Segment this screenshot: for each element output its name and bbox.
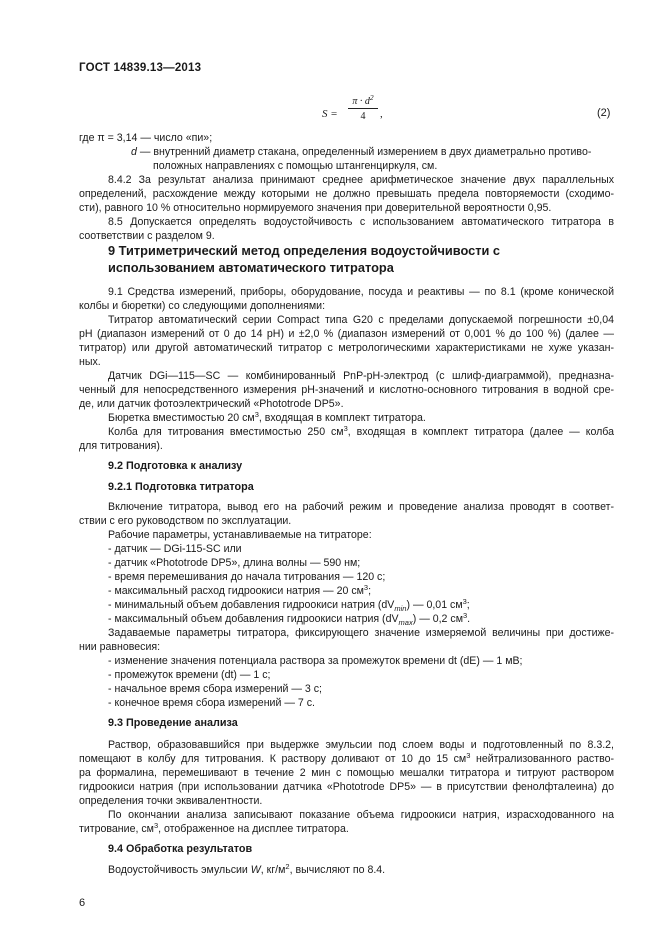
p842-line-1: 8.4.2 За результат анализа принимают среднее арифметическое значение двух параллельных xyxy=(108,174,614,186)
p93-line-3: ра формалина, перемешивают в течение 2 мин с помощью мешалки титратора и титруют раствором xyxy=(79,767,614,779)
where-line-1: где π = 3,14 — число «пи»; xyxy=(79,132,213,144)
p921-line-2: ствии с его руководством по эксплуатации. xyxy=(79,515,292,527)
p85-line-1: 8.5 Допускается определять водоустойчивость с использованием автоматического титратора в xyxy=(108,216,614,228)
eq-params-intro-line-1: Задаваемые параметры титратора, фиксирующего значение измеряемой величины при достиже- xyxy=(108,627,614,639)
p93-line-2: помещают в колбу для титрования. К раствору доливают от 10 до 15 $см^3$ нейтрализованного раство- xyxy=(79,751,614,765)
titrator-line-4: ных. xyxy=(79,356,101,368)
formula-fraction xyxy=(348,93,378,122)
params-intro: Рабочие параметры, устанавливаемые на титраторе: xyxy=(108,529,372,541)
eq-param-item: - промежуток времени (dt) — 1 с; xyxy=(108,669,271,681)
p93-line-4: гидроокиси натрия (при использовании датчика «Phototrode DP5» — в присутствии фенолфталеина) до xyxy=(79,781,614,793)
section-9-3-title: 9.3 Проведение анализа xyxy=(108,717,238,729)
p94-line: Водоустойчивость эмульсии W, $кг/м^2$, вычисляют по 8.4. xyxy=(108,862,386,876)
param-item: - максимальный расход гидроокиси натрия — 20 $см^3$; xyxy=(108,583,372,597)
p842-line-2: определений, расхождение между которыми не должно превышать предела повторяемости (сходимо- xyxy=(79,188,614,200)
p91-line-2: колбы и бюретки) со следующими дополнениями: xyxy=(79,300,326,312)
param-item: - время перемешивания до начала титрования — 120 с; xyxy=(108,571,386,583)
p93-line-5: определения точки эквивалентности. xyxy=(79,795,263,807)
p91-line-1: 9.1 Средства измерений, приборы, оборудование, посуда и реактивы — по 8.1 (кроме конической xyxy=(108,286,614,298)
param-item: - максимальный объем добавления гидроокиси натрия $(dV_{max})$ — 0,2 $см^3$. xyxy=(108,611,471,627)
where-line-2: d — внутренний диаметр стакана, определенный измерением в двух диаметрально противо- xyxy=(131,146,592,158)
eq-param-item: - изменение значения потенциала раствора за промежуток времени dt (dE) — 1 мВ; xyxy=(108,655,523,667)
p921-line-1: Включение титратора, вывод его на рабочий режим и проведение анализа проводят в соответ- xyxy=(108,501,614,513)
formula-numerator: $\pi \cdot d^2$ xyxy=(348,96,378,109)
section-9-2-title: 9.2 Подготовка к анализу xyxy=(108,460,243,472)
eq-param-item: - конечное время сбора измерений — 7 с. xyxy=(108,697,315,709)
formula-denominator: 4 xyxy=(360,111,366,122)
where-line-3: положных направлениях с помощью штангенциркуля, см. xyxy=(153,160,438,172)
p842-line-3: сти), равного 10 % относительно нормируемого значения при доверительной вероятности 0,95. xyxy=(79,202,552,214)
eq-params-intro-line-2: нии равновесия: xyxy=(79,641,161,653)
p93b-line-1: По окончании анализа записывают показание объема гидроокиси натрия, израсходованного на xyxy=(108,809,614,821)
param-item: - датчик — DGi-115-SC или xyxy=(108,543,242,555)
page-number: 6 xyxy=(79,897,86,909)
titrator-line-2: pH (диапазон измерений от 0 до 14 pH) и ±2,0 % (диапазон измерений от 0,001 % до 100 %) (далее — xyxy=(79,328,614,340)
formula-lhs: S = xyxy=(322,108,338,120)
sensor-line-2: ченный для непосредственного измерения pH-значений и кислотно-основного титрования в водной сре- xyxy=(79,384,614,396)
burette-line: Бюретка вместимостью 20 $см^3$, входящая в комплект титратора. xyxy=(108,410,426,424)
section-9-title-line-1: 9 Титриметрический метод определения водоустойчивости с xyxy=(108,243,501,258)
eq-param-item: - начальное время сбора измерений — 3 с; xyxy=(108,683,323,695)
p93b-line-2: титрование, $см^3$, отображенное на дисплее титратора. xyxy=(79,821,349,835)
param-item: - минимальный объем добавления гидроокиси натрия $(dV_{min})$ — 0,01 $см^3$; xyxy=(108,597,470,613)
param-item: - датчик «Phototrode DP5», длина волны — 590 нм; xyxy=(108,557,361,569)
p85-line-2: соответствии с разделом 9. xyxy=(79,230,215,242)
flask-line-1: Колба для титрования вместимостью 250 $см^3$, входящая в комплект титратора (далее — колба xyxy=(108,424,615,438)
titrator-line-3: титратор) или другой автоматический титратор с метрологическими характеристиками не хуже указан- xyxy=(79,342,614,354)
section-9-2-1-title: 9.2.1 Подготовка титратора xyxy=(108,481,254,493)
equation-number: (2) xyxy=(597,107,611,119)
section-9-title-line-2: использованием автоматического титратора xyxy=(108,260,394,275)
p93-line-1: Раствор, образовавшийся при выдержке эмульсии под слоем воды и подготовленный по 8.3.2, xyxy=(108,739,614,751)
titrator-line-1: Титратор автоматический серии Compact типа G20 с пределами допускаемой погрешности ±0,04 xyxy=(108,314,614,326)
sensor-line-3: де, или датчик фотоэлектрический «Phototrode DP5». xyxy=(79,398,344,410)
flask-line-2: для титрования). xyxy=(79,440,163,452)
section-9-4-title: 9.4 Обработка результатов xyxy=(108,843,253,855)
document-page: ГОСТ 14839.13—2013 S = $\frac{\pi \cdot d^2}{4}$ , (2) где π = 3,14 — число «пи»; d — внутренний диаметр стакана, определенный измерением в двух диаметрально противо- положных направлениях с помощью штангенциркуля, см. 8.4.2 За результат анализа принимают среднее арифметическое значение двух параллельных определений, расхождение между которыми не должно превышать предела повторяемости (сходимо- сти), равного 10 % относительно нормируемого значения при доверительной вероятности 0,95. 8.5 Допускается определять водоустойчивость с использованием автоматического титратора в соответствии с разделом 9. 9 Титриметрический метод определения водоустойчивости с использованием автоматического титратора 9.1 Средства измерений, приборы, оборудование, посуда и реактивы — по 8.1 (кроме конической колбы и бюретки) со следующими дополнениями: Титратор автоматический серии Compact типа G20 с пределами допускаемой погрешности ±0,04 pH (диапазон измерений от 0 до 14 pH) и ±2,0 % (диапазон измерений от 0,001 % до 100 %) (далее — титратор) или другой автоматический титратор с метрологическими характеристиками не хуже указан- ных. Датчик DGi—115—SC — комбинированный PnP-pH-электрод (с шлиф-диаграммой), предназна- ченный для непосредственного измерения pH-значений и кислотно-основного титрования в водной сре- де, или датчик фотоэлектрический «Phototrode DP5». Бюретка вместимостью 20 $см^3$, входящая в комплект титратора. Колба для титрования вместимостью 250 $см^3$, входящая в комплект титратора (далее — колба для титрования). 9.2 Подготовка к анализу 9.2.1 Подготовка титратора Включение титратора, вывод его на рабочий режим и проведение анализа проводят в соответ- ствии с его руководством по эксплуатации. Рабочие параметры, устанавливаемые на титраторе: - датчик — DGi-115-SC или - датчик «Phototrode DP5», длина волны — 590 нм; - время перемешивания до начала титрования — 120 с; - максимальный расход гидроокиси натрия — 20 $см^3$; - минимальный объем добавления гидроокиси натрия $(dV_{min})$ — 0,01 $см^3$; - максимальный объем добавления гидроокиси натрия $(dV_{max})$ — 0,2 $см^3$. Задаваемые параметры титратора, фиксирующего значение измеряемой величины при достиже- нии равновесия: - изменение значения потенциала раствора за промежуток времени dt (dE) — 1 мВ; - промежуток времени (dt) — 1 с; - начальное время сбора измерений — 3 с; - конечное время сбора измерений — 7 с. 9.3 Проведение анализа Раствор, образовавшийся при выдержке эмульсии под слоем воды и подготовленный по 8.3.2, помещают в колбу для титрования. К раствору доливают от 10 до 15 $см^3$ нейтрализованного раство- ра формалина, перемешивают в течение 2 мин с помощью мешалки титратора и титруют раствором гидроокиси натрия (при использовании датчика «Phototrode DP5» — в присутствии фенолфталеина) до определения точки эквивалентности. По окончании анализа записывают показание объема гидроокиси натрия, израсходованного на титрование, $см^3$, отображенное на дисплее титратора. 9.4 Обработка результатов Водоустойчивость эмульсии W, $кг/м^2$, вычисляют по 8.4. 6 xyxy=(0,0,661,935)
sensor-line-1: Датчик DGi—115—SC — комбинированный PnP-pH-электрод (с шлиф-диаграммой), предназна- xyxy=(108,370,614,382)
standard-header: ГОСТ 14839.13—2013 xyxy=(79,62,202,74)
